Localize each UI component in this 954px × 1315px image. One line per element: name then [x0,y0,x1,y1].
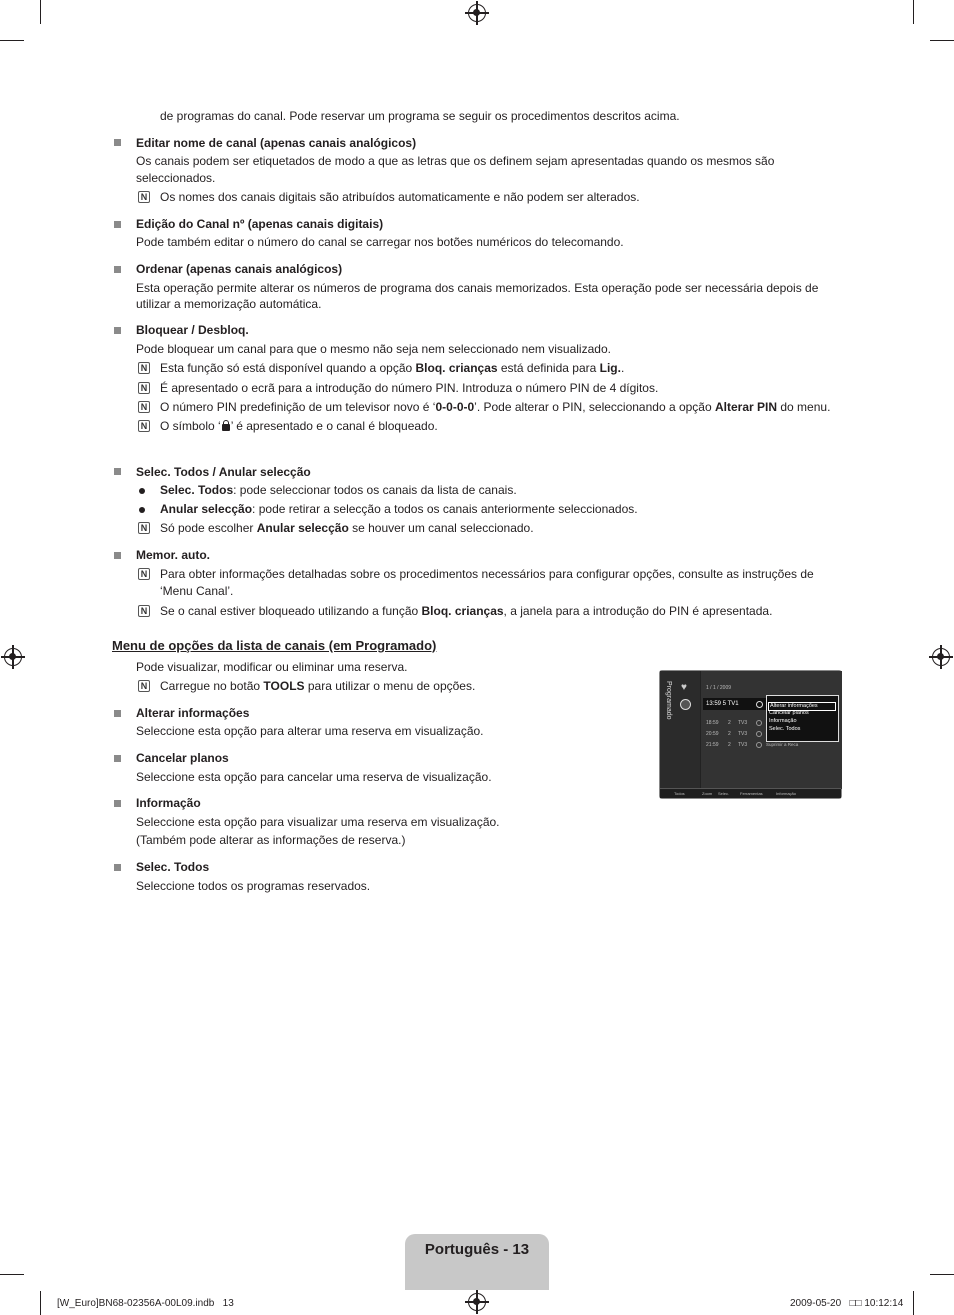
clock-icon [756,742,762,748]
item-text: Esta operação permite alterar os números de programa dos canais memorizados. Esta operação pode ser necessária depois de [136,281,819,295]
item-title-edicao: Edição do Canal nº (apenas canais digitais) [136,217,384,231]
note-icon: N [138,191,150,203]
bullet-dot-icon [139,507,145,513]
tv-footer-item: Zoom [702,791,713,796]
item-text: Seleccione esta opção para alterar uma reserva em visualização. [136,724,484,738]
crop-mark [40,1291,41,1315]
item-title-selec: Selec. Todos / Anular selecção [136,465,311,479]
tv-sidebar [660,671,700,789]
item-title-cancelar: Cancelar planos [136,751,229,765]
print-info-right: 2009-05-20 □□ 10:12:14 [790,1298,904,1309]
registration-mark-icon [932,648,950,666]
tv-row-ch: 2 [728,742,731,748]
tv-footer-item: Informação [776,791,797,796]
tv-footer-item: Selec. [718,791,730,796]
square-bullet-icon [114,552,121,559]
item-title-alterar: Alterar informações [136,706,250,720]
bullet-dot-icon [139,488,145,494]
note-text: O número PIN predefinição de um televisor novo é ‘0-0-0-0’. Pode alterar o PIN, seleccionando a opção Alterar PIN do menu. [160,400,831,414]
note-text: É apresentado o ecrã para a introdução do número PIN. Introduza o número PIN de 4 dígitos. [160,381,659,395]
item-text: Seleccione esta opção para visualizar uma reserva em visualização. [136,815,500,829]
square-bullet-icon [114,864,121,871]
item-title-editar: Editar nome de canal (apenas canais analógicos) [136,136,417,150]
tv-row-name: TV3 [738,720,748,726]
section-heading: Menu de opções da lista de canais (em Programado) [112,638,437,653]
bullet-text: Selec. Todos: pode seleccionar todos os canais da lista de canais. [160,483,517,497]
note-icon: N [138,420,150,432]
tv-menu-item[interactable]: Selec. Todos [769,726,801,732]
clock-icon [756,731,762,737]
note-icon: N [138,382,150,394]
square-bullet-icon [114,139,121,146]
clock-icon [680,699,691,710]
tv-menu-item[interactable]: Alterar informações [768,702,836,711]
tv-row-name: TV3 [738,742,748,748]
item-title-ordenar: Ordenar (apenas canais analógicos) [136,262,343,276]
item-text: Pode bloquear um canal para que o mesmo não seja nem seleccionado nem visualizado. [136,342,611,356]
tv-selected-row-text: 13:59 5 TV1 [706,701,739,707]
note-text: Só pode escolher Anular selecção se houver um canal seleccionado. [160,521,534,535]
note-text: Os nomes dos canais digitais são atribuídos automaticamente e não podem ser alterados. [160,190,640,204]
tv-sidebar-label: Programado [665,681,672,720]
item-text: Os canais podem ser etiquetados de modo a que as letras que os definem sejam apresentadas quando os mesmos são [136,154,775,168]
note-icon: N [138,522,150,534]
note-text: Esta função só está disponível quando a opção Bloq. crianças está definida para Lig.. [160,361,625,375]
tv-date: 1 / 1 / 2009 [706,685,732,691]
item-text: Seleccione todos os programas reservados. [136,879,371,893]
crop-mark [40,0,41,24]
tv-footer-item: Ferramentas [740,791,763,796]
square-bullet-icon [114,221,121,228]
crop-mark [913,1291,914,1315]
tv-screen-illustration [659,670,842,799]
heart-icon: ♥ [681,682,687,693]
note-icon: N [138,605,150,617]
crop-mark [930,40,954,41]
bullet-text: Anular selecção: pode retirar a selecção a todos os canais anteriormente seleccionados. [160,502,638,516]
note-text: Carregue no botão TOOLS para utilizar o menu de opções. [160,679,476,693]
tv-footer [660,788,841,798]
note-text: Se o canal estiver bloqueado utilizando a função Bloq. crianças, a janela para a introdução do PIN é apresentada. [160,604,773,618]
note-icon: N [138,568,150,580]
square-bullet-icon [114,755,121,762]
square-bullet-icon [114,266,121,273]
item-text: seleccionados. [136,171,216,185]
intro-text: de programas do canal. Pode reservar um programa se seguir os procedimentos descritos acima. [160,109,680,123]
registration-mark-icon [468,4,486,22]
clock-icon [756,720,762,726]
tv-options-menu [766,695,839,742]
crop-mark [0,1274,24,1275]
item-title-selec-todos: Selec. Todos [136,860,210,874]
tv-row-name: TV3 [738,731,748,737]
lock-icon [222,424,230,431]
note-text: ‘Menu Canal’. [160,584,234,598]
note-icon: N [138,401,150,413]
registration-mark-icon [468,1293,486,1311]
page-label: Português - 13 [424,1241,530,1258]
section-text: Pode visualizar, modificar ou eliminar uma reserva. [136,660,408,674]
tv-row-time: 21:59 [706,742,719,748]
tv-row-extra: Suprimir a Reca [766,742,799,747]
crop-mark [913,0,914,24]
tv-row-time: 18:59 [706,720,719,726]
crop-mark [930,1274,954,1275]
tv-row-time: 20:59 [706,731,719,737]
square-bullet-icon [114,327,121,334]
square-bullet-icon [114,468,121,475]
clock-icon [756,701,763,708]
item-text: Pode também editar o número do canal se carregar nos botões numéricos do telecomando. [136,235,624,249]
item-text: Seleccione esta opção para cancelar uma reserva de visualização. [136,770,492,784]
square-bullet-icon [114,800,121,807]
tv-row-ch: 2 [728,720,731,726]
registration-mark-icon [4,648,22,666]
note-text: Para obter informações detalhadas sobre os procedimentos necessários para configurar opções, consulte as instruções de [160,567,814,581]
tv-footer-item: Todos [674,791,685,796]
crop-mark [0,40,24,41]
item-title-memor: Memor. auto. [136,548,211,562]
tv-row-ch: 2 [728,731,731,737]
note-text: O símbolo ‘ ’ é apresentado e o canal é bloqueado. [160,419,438,433]
note-icon: N [138,362,150,374]
item-text: utilizar a memorização automática. [136,297,322,311]
item-text: (Também pode alterar as informações de reserva.) [136,833,406,847]
item-title-bloquear: Bloquear / Desbloq. [136,323,249,337]
print-info-left: [W_Euro]BN68-02356A-00L09.indb 13 [57,1298,234,1309]
square-bullet-icon [114,710,121,717]
note-icon: N [138,680,150,692]
tv-menu-item[interactable]: Cancelar planos [769,710,809,716]
item-title-informacao: Informação [136,796,201,810]
tv-menu-item[interactable]: Informação [769,718,797,724]
